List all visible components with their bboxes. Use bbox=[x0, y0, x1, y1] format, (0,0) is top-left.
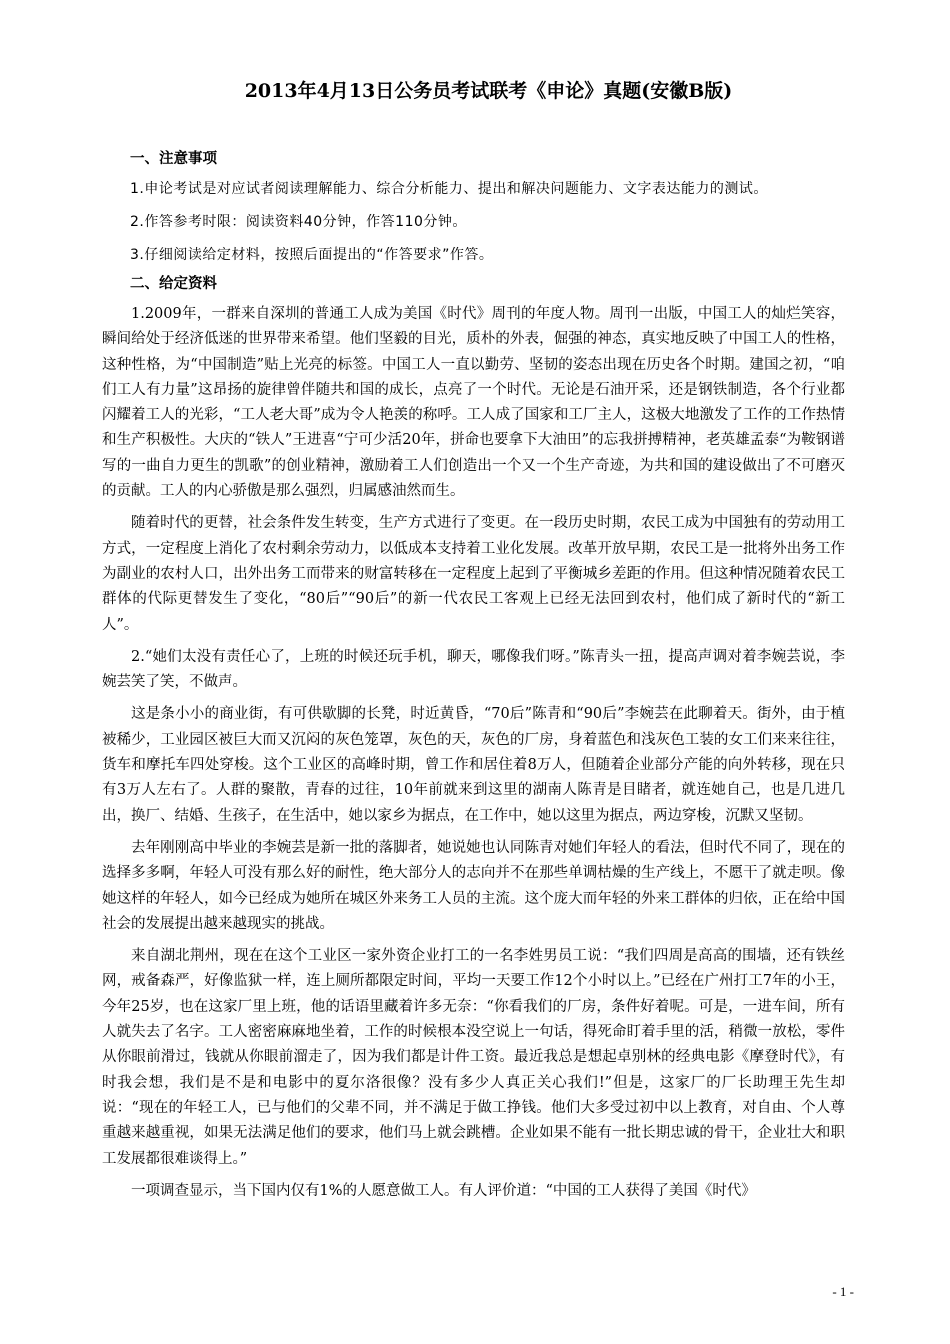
paragraph: 去年刚刚高中毕业的李婉芸是新一批的落脚者，她说她也认同陈青对她们年轻人的看法，但时代不同了，现在的选择多多啊，年轻人可没有那么好的耐性，绝大部分人的志向并不在那些单调枯燥的生产线上，不愿干了就走呗。像她这样的年轻人，如今已经成为她所在城区外来务工人员的主流。这个庞大而年轻的外来工群体的归依，正在给中国社会的发展提出越来越现实的挑战。 bbox=[102, 839, 845, 932]
section-heading-notes: 一、注意事项 bbox=[130, 150, 217, 167]
note-item-2: 2.作答参考时限：阅读资料40分钟，作答110分钟。 bbox=[130, 214, 467, 230]
paragraph: 这是条小小的商业街，有可供歇脚的长凳，时近黄昏，“70后”陈青和“90后”李婉芸在此聊着天。街外，由于植被稀少，工业园区被巨大而又沉闷的灰色笼罩，灰色的天，灰色的厂房，身着蓝色和浅灰色工装的女工们来来往往，货车和摩托车四处穿梭。这个工业区的高峰时期，曾工作和居住着8万人，但随着企业部分产能的向外转移，现在只有3万人左右了。人群的聚散，青春的过往，10年前就来到这里的湖南人陈青是目睹者，就连她自己，也是几进几出，换厂、结婚、生孩子，在生活中，她以家乡为据点，在工作中，她以这里为据点，两边穿梭，沉默又坚韧。 bbox=[102, 706, 845, 824]
note-item-3: 3.仔细阅读给定材料，按照后面提出的“作答要求”作答。 bbox=[130, 247, 494, 263]
paragraph: 1.2009年，一群来自深圳的普通工人成为美国《时代》周刊的年度人物。周刊一出版，中国工人的灿烂笑容，瞬间给处于经济低迷的世界带来希望。他们坚毅的目光，质朴的外表，倔强的神态，真实地反映了中国工人的性格，这种性格，为“中国制造”贴上光亮的标签。中国工人一直以勤劳、坚韧的姿态出现在历史各个时期。建国之初，“咱们工人有力量”这昂扬的旋律曾伴随共和国的成长，点亮了一个时代。无论是石油开采，还是钢铁制造，各个行业都闪耀着工人的光彩，“工人老大哥”成为令人艳羡的称呼。工人成了国家和工厂主人，这极大地激发了工作的工作热情和生产积极性。大庆的“铁人”王进喜“宁可少活20年，拼命也要拿下大油田”的忘我拼搏精神，老英雄孟泰“为鞍钢谱写的一曲自力更生的凯歌”的创业精神，激励着工人们创造出一个又一个生产奇迹，为共和国的建设做出了不可磨灭的贡献。工人的内心骄傲是那么强烈，归属感油然而生。 bbox=[102, 306, 845, 500]
paragraph: 2.“她们太没有责任心了，上班的时候还玩手机，聊天，哪像我们呀。”陈青头一扭，提高声调对着李婉芸说，李婉芸笑了笑，不做声。 bbox=[102, 648, 845, 691]
paragraph: 随着时代的更替，社会条件发生转变，生产方式进行了变更。在一段历史时期，农民工成为中国独有的劳动用工方式，一定程度上消化了农村剩余劳动力，以低成本支持着工业化发展。改革开放早期，农民工是一批将外出务工作为副业的农村人口，出外出务工而带来的财富转移在一定程度上起到了平衡城乡差距的作用。但这种情况随着农民工群体的代际更替发生了变化，“80后”“90后”的新一代农民工客观上已经无法回到农村，他们成了新时代的“新工人”。 bbox=[102, 515, 845, 633]
materials-body bbox=[102, 302, 845, 1204]
section-heading-materials: 二、给定资料 bbox=[130, 275, 217, 292]
paragraph: 一项调查显示，当下国内仅有1%的人愿意做工人。有人评价道：“中国的工人获得了美国《时代》 bbox=[131, 1182, 756, 1199]
note-item-1: 1.申论考试是对应试者阅读理解能力、综合分析能力、提出和解决问题能力、文字表达能力的测试。 bbox=[130, 181, 768, 197]
page-number: - 1 - bbox=[832, 1284, 854, 1299]
paragraph: 来自湖北荆州，现在在这个工业区一家外资企业打工的一名李姓男员工说：“我们四周是高高的围墙，还有铁丝网，戒备森严，好像监狱一样，连上厕所都限定时间，平均一天要工作12个小时以上。”已经在广州打工7年的小王，今年25岁，也在这家厂里上班，他的话语里藏着许多无奈：“你看我们的厂房，条件好着呢。可是，一进车间，所有人就失去了名字。工人密密麻麻地坐着，工作的时候根本没空说上一句话，得死命盯着手里的活，稍微一放松，零件从你眼前滑过，钱就从你眼前溜走了，因为我们都是计件工资。最近我总是想起卓别林的经典电影《摩登时代》，有时我会想，我们是不是和电影中的夏尔洛很像？没有多少人真正关心我们!”但是，这家厂的厂长助理王先生却说：“现在的年轻工人，已与他们的父辈不同，并不满足于做工挣钱。他们大多受过初中以上教育，对自由、个人尊重越来越重视，如果无法满足他们的要求，他们马上就会跳槽。企业如果不能有一批长期忠诚的骨干，企业壮大和职工发展都很难谈得上。” bbox=[102, 948, 845, 1167]
document-title: 2013年4月13日公务员考试联考《申论》真题(安徽B版) bbox=[244, 80, 733, 102]
